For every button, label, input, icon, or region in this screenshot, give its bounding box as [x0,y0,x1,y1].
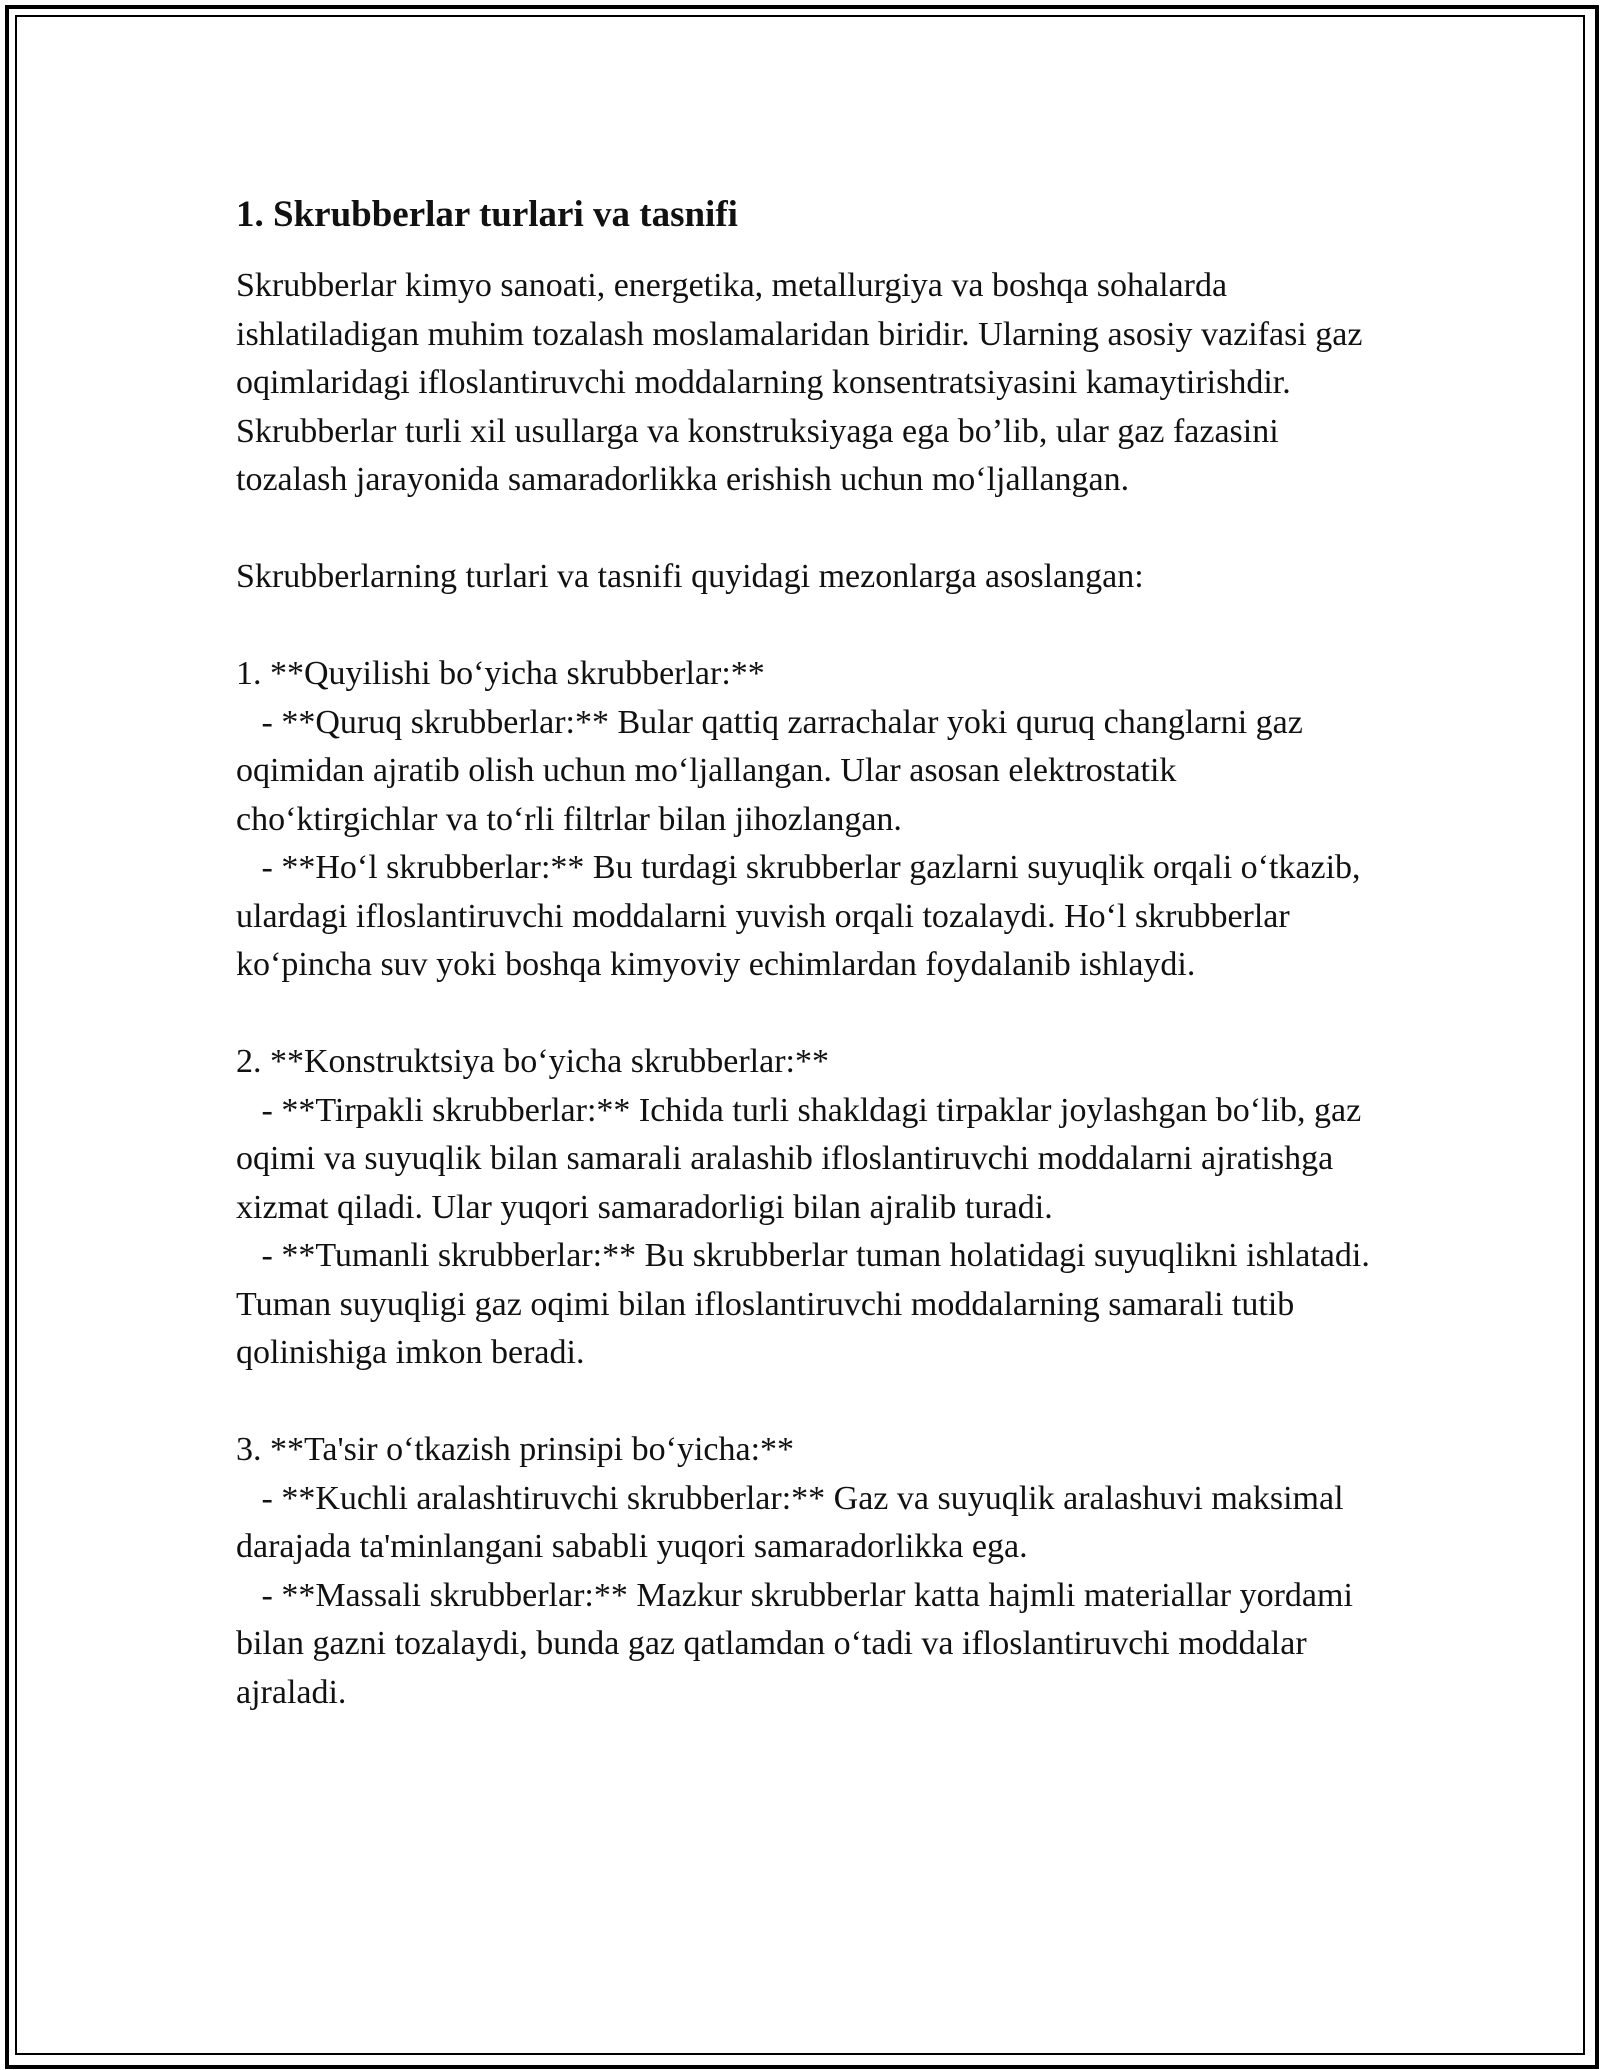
section-heading: 1. Skrubberlar turlari va tasnifi [236,194,738,235]
list-section-3: 3. **Ta'sir o‘tkazish prinsipi bo‘yicha:** - **Kuchli aralashtiruvchi skrubberlar:** Gaz va suyuqlik aralashuvi maksimal darajada ta'minlangani sababli yuqori samaradorlikka ega. - **Massali skrubberlar:** Mazkur skrubberlar katta hajmli materiallar yordami bilan gazni tozalaydi, bunda gaz qatlamdan o‘tadi va ifloslantiruvchi moddalar ajraladi. [236,1431,1353,1711]
document-body [236,190,1376,1717]
intro-paragraph: Skrubberlar kimyo sanoati, energetika, metallurgiya va boshqa sohalarda ishlatiladigan muhim tozalash moslamalaridan biridir. Ularning asosiy vazifasi gaz oqimlaridagi ifloslantiruvchi moddalarning konsentratsiyasini kamaytirishdir. Skrubberlar turli xil usullarga va konstruksiyaga ega bo’lib, ular gaz fazasini tozalash jarayonida samaradorlikka erishish uchun mo‘ljallangan. [236,267,1371,498]
criteria-intro: Skrubberlarning turlari va tasnifi quyidagi mezonlarga asoslangan: [236,558,1144,595]
list-section-1: 1. **Quyilishi bo‘yicha skrubberlar:** - **Quruq skrubberlar:** Bular qattiq zarrachalar yoki quruq changlarni gaz oqimidan ajratib olish uchun mo‘ljallangan. Ular asosan elektrostatik cho‘ktirgichlar va to‘rli filtrlar bilan jihozlangan. - **Ho‘l skrubberlar:** Bu turdagi skrubberlar gazlarni suyuqlik orqali o‘tkazib, ulardagi ifloslantiruvchi moddalarni yuvish orqali tozalaydi. Ho‘l skrubberlar ko‘pincha suv yoki boshqa kimyoviy echimlardan foydalanib ishlaydi. [236,655,1361,983]
list-section-2: 2. **Konstruktsiya bo‘yicha skrubberlar:** - **Tirpakli skrubberlar:** Ichida turli shakldagi tirpaklar joylashgan bo‘lib, gaz oqimi va suyuqlik bilan samarali aralashib ifloslantiruvchi moddalarni ajratishga xizmat qiladi. Ular yuqori samaradorligi bilan ajralib turadi. - **Tumanli skrubberlar:** Bu skrubberlar tuman holatidagi suyuqlikni ishlatadi. Tuman suyuqligi gaz oqimi bilan ifloslantiruvchi moddalarning samarali tutib qolinishiga imkon beradi. [236,1043,1370,1371]
